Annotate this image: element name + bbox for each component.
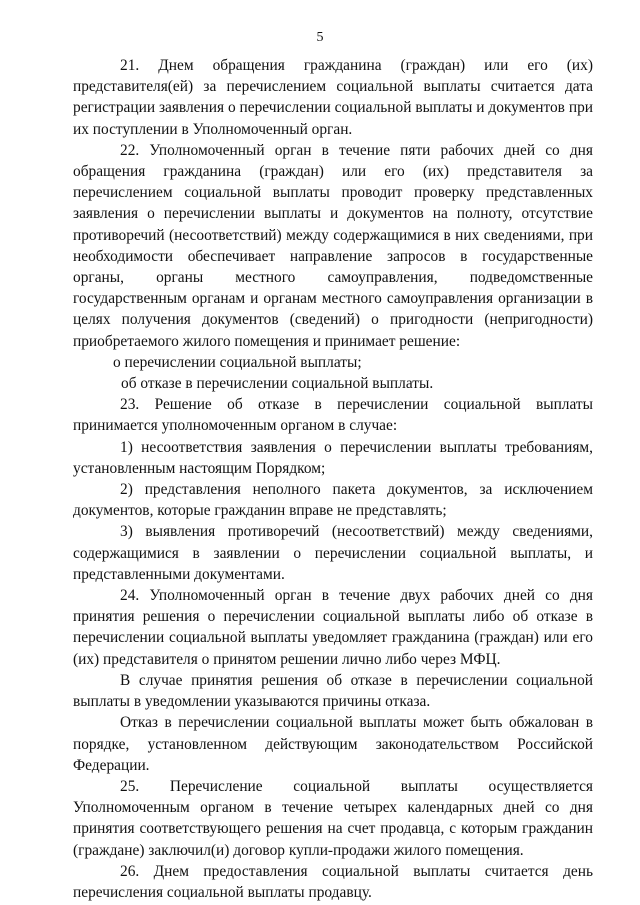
decision-option-refuse: об отказе в перечислении социальной выплаты. (121, 375, 434, 393)
refusal-reason-2: 2) представления неполного пакета документов, за исключением документов, которые гражданин вправе не представлять; (73, 481, 593, 520)
paragraph-21: 21. Днем обращения гражданина (граждан) или его (их) представителя(ей) за перечислением социальной выплаты считается дата регистрации заявления о перечислении социальной выплаты и документов при их поступлении в Уполномоченный орган. (73, 57, 593, 138)
paragraph-24-refusal-notice: В случае принятия решения об отказе в перечислении социальной выплаты в уведомлении указываются причины отказа. (73, 671, 593, 711)
page-number: 5 (316, 30, 324, 45)
document-body (73, 55, 593, 903)
refusal-reason-1: 1) несоответствия заявления о перечислении выплаты требованиям, установленным настоящим Порядком; (73, 438, 593, 477)
paragraph-23: 23. Решение об отказе в перечислении социальной выплаты принимается уполномоченным органом в случае: (73, 396, 593, 435)
paragraph-22: 22. Уполномоченный орган в течение пяти рабочих дней со дня обращения гражданина (граждан) или его (их) представителя за перечислением социальной выплаты проводит проверку представленных заявления о перечислении выплаты и документов на полноту, отсутствие противоречий (несоответствий) между содержащимися в них сведениями, при необходимости обеспечивает направление запросов в государственные органы, органы местного самоуправления, подведомственные государственным органам и органам местного самоуправления организации в целях получения документов (сведений) о пригодности (непригодности) приобретаемого жилого помещения и принимает решение: (73, 141, 593, 350)
refusal-reason-3: 3) выявления противоречий (несоответствий) между сведениями, содержащимися в заявлении о перечислении социальной выплаты, и представленными документами. (73, 523, 593, 583)
decision-option-approve: о перечислении социальной выплаты; (113, 353, 362, 371)
paragraph-25: 25. Перечисление социальной выплаты осуществляется Уполномоченным органом в течение четырех календарных дней со дня принятия соответствующего решения на счет продавца, с которым гражданин (граждане) заключил(и) договор купли-продажи жилого помещения. (73, 777, 593, 859)
paragraph-26: 26. Днем предоставления социальной выплаты считается день перечисления социальной выплаты продавцу. (73, 862, 593, 901)
paragraph-24-appeal: Отказ в перечислении социальной выплаты может быть обжалован в порядке, установленном действующим законодательством Российской Федерации. (73, 714, 593, 774)
paragraph-24: 24. Уполномоченный орган в течение двух рабочих дней со дня принятия решения о перечислении социальной выплаты либо об отказе в перечислении социальной выплаты уведомляет гражданина (граждан) или его (их) представителя о принятом решении лично либо через МФЦ. (73, 587, 593, 668)
